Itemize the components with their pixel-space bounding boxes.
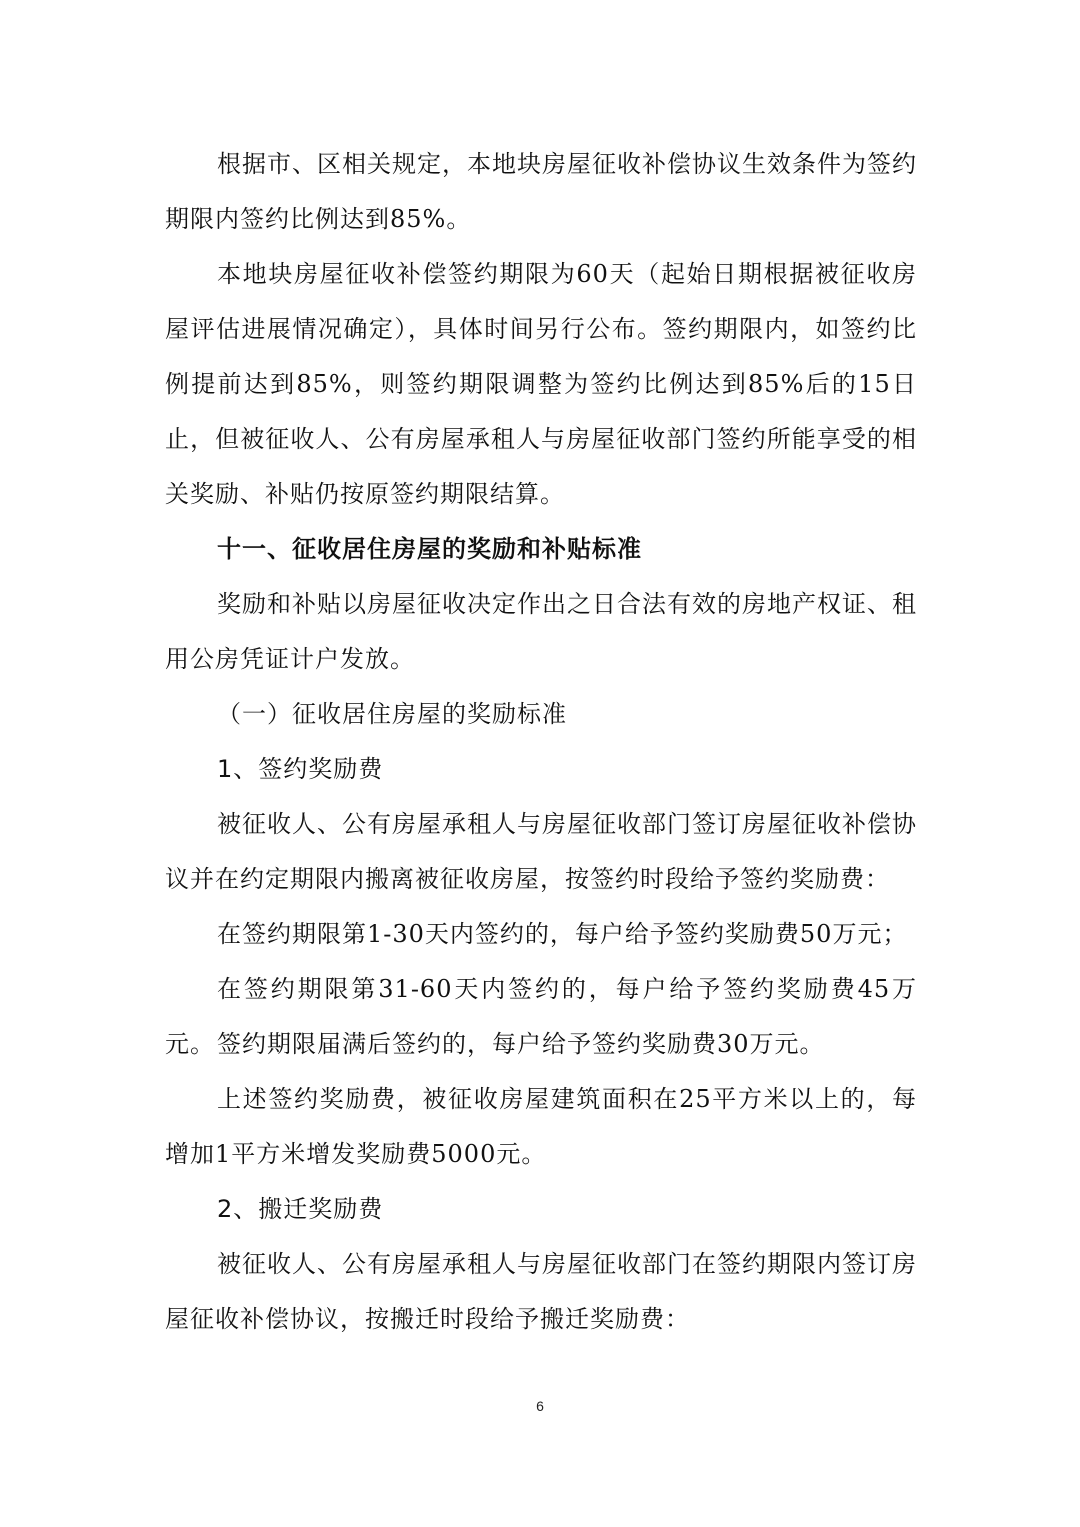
paragraph-reward-tier-2: 在签约期限第31-60天内签约的，每户给予签约奖励费45万元。 — [165, 975, 917, 1058]
paragraph-effective-condition: 根据市、区相关规定，本地块房屋征收补偿协议生效条件为签约期限内签约比例达到85%。 — [165, 150, 917, 233]
paragraph-signing-period: 本地块房屋征收补偿签约期限为60天（起始日期根据被征收房屋评估进展情况确定），具体时间另行公布。签约期限内，如签约比例提前达到85%，则签约期限调整为签约比例达到85%后的15日止，但被征收人、公有房屋承租人与房屋征收部门签约所能享受的相关奖励、补贴仍按原签约期限结算。 — [165, 260, 917, 508]
subheading-reward-standard: （一）征收居住房屋的奖励标准 — [217, 700, 567, 728]
section-heading-eleven: 十一、征收居住房屋的奖励和补贴标准 — [217, 535, 642, 563]
paragraph-area-bonus: 上述签约奖励费，被征收房屋建筑面积在25平方米以上的，每增加1平方米增发奖励费5000元。 — [165, 1085, 917, 1168]
paragraph-reward-tier-1: 在签约期限第1-30天内签约的，每户给予签约奖励费50万元； — [217, 920, 908, 948]
item-heading-signing-reward: 1、签约奖励费 — [217, 755, 384, 783]
paragraph-reward-basis: 奖励和补贴以房屋征收决定作出之日合法有效的房地产权证、租用公房凭证计户发放。 — [165, 590, 917, 673]
item-heading-relocation-reward: 2、搬迁奖励费 — [217, 1195, 384, 1223]
paragraph-reward-tier-3: 签约期限届满后签约的，每户给予签约奖励费30万元。 — [217, 1030, 825, 1058]
paragraph-signing-reward-desc: 被征收人、公有房屋承租人与房屋征收部门签订房屋征收补偿协议并在约定期限内搬离被征收房屋，按签约时段给予签约奖励费： — [165, 810, 917, 893]
paragraph-relocation-reward-desc: 被征收人、公有房屋承租人与房屋征收部门在签约期限内签订房屋征收补偿协议，按搬迁时段给予搬迁奖励费： — [165, 1250, 917, 1333]
page-number: 6 — [536, 1398, 544, 1414]
